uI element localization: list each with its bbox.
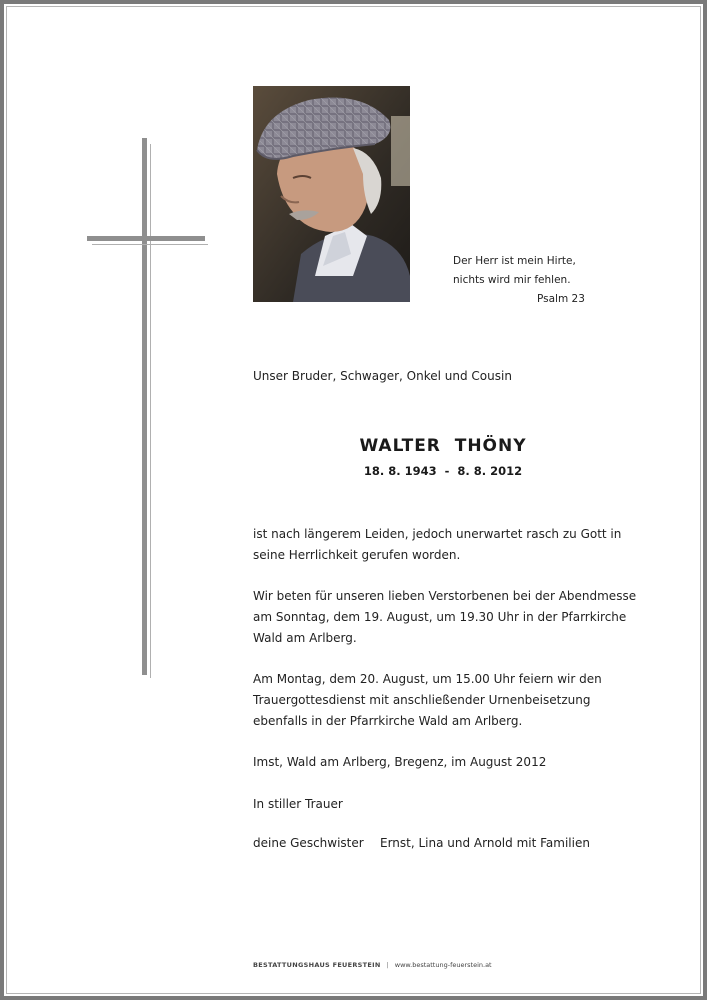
cross-vertical-shadow-line xyxy=(150,144,151,678)
paragraph-place-date: Imst, Wald am Arlberg, Bregenz, im August 2012 xyxy=(253,755,547,769)
cross-horizontal-beam xyxy=(87,236,205,241)
deceased-name xyxy=(253,436,633,456)
footer-website: www.bestattung-feuerstein.at xyxy=(394,961,492,969)
signature-names: Ernst, Lina und Arnold mit Familien xyxy=(380,836,590,850)
life-dates: 18. 8. 1943 - 8. 8. 2012 xyxy=(363,464,523,478)
intro-text: Unser Bruder, Schwager, Onkel und Cousin xyxy=(253,369,512,383)
psalm-line-1: Der Herr ist mein Hirte, xyxy=(453,255,576,267)
paragraph-funeral-service: Am Montag, dem 20. August, um 15.00 Uhr feiern wir den Trauergottesdienst mit anschließender Urnenbeisetzung ebenfalls in der Pfarrkirche Wald am Arlberg. xyxy=(253,672,602,728)
psalm-quote xyxy=(453,252,593,309)
cross-vertical-beam xyxy=(142,138,147,675)
portrait-photo xyxy=(253,86,410,302)
cross-horizontal-shadow-line xyxy=(92,244,208,245)
paragraph-passing: ist nach längerem Leiden, jedoch unerwartet rasch zu Gott in seine Herrlichkeit gerufen worden. xyxy=(253,527,622,562)
psalm-reference: Psalm 23 xyxy=(537,293,585,305)
psalm-line-2: nichts wird mir fehlen. xyxy=(453,274,571,286)
footer-brand: BESTATTUNGSHAUS FEUERSTEIN xyxy=(253,961,381,969)
paragraph-evening-mass: Wir beten für unseren lieben Verstorbenen bei der Abendmesse am Sonntag, dem 19. August, um 19.30 Uhr in der Pfarrkirche Wald am Arlberg. xyxy=(253,589,637,645)
deceased-name-text: WALTER THÖNY xyxy=(359,436,527,456)
footer-separator: | xyxy=(386,961,389,969)
signature-label: deine Geschwister xyxy=(253,836,364,850)
paragraph-mourning: In stiller Trauer xyxy=(253,797,343,811)
footer xyxy=(253,961,492,969)
